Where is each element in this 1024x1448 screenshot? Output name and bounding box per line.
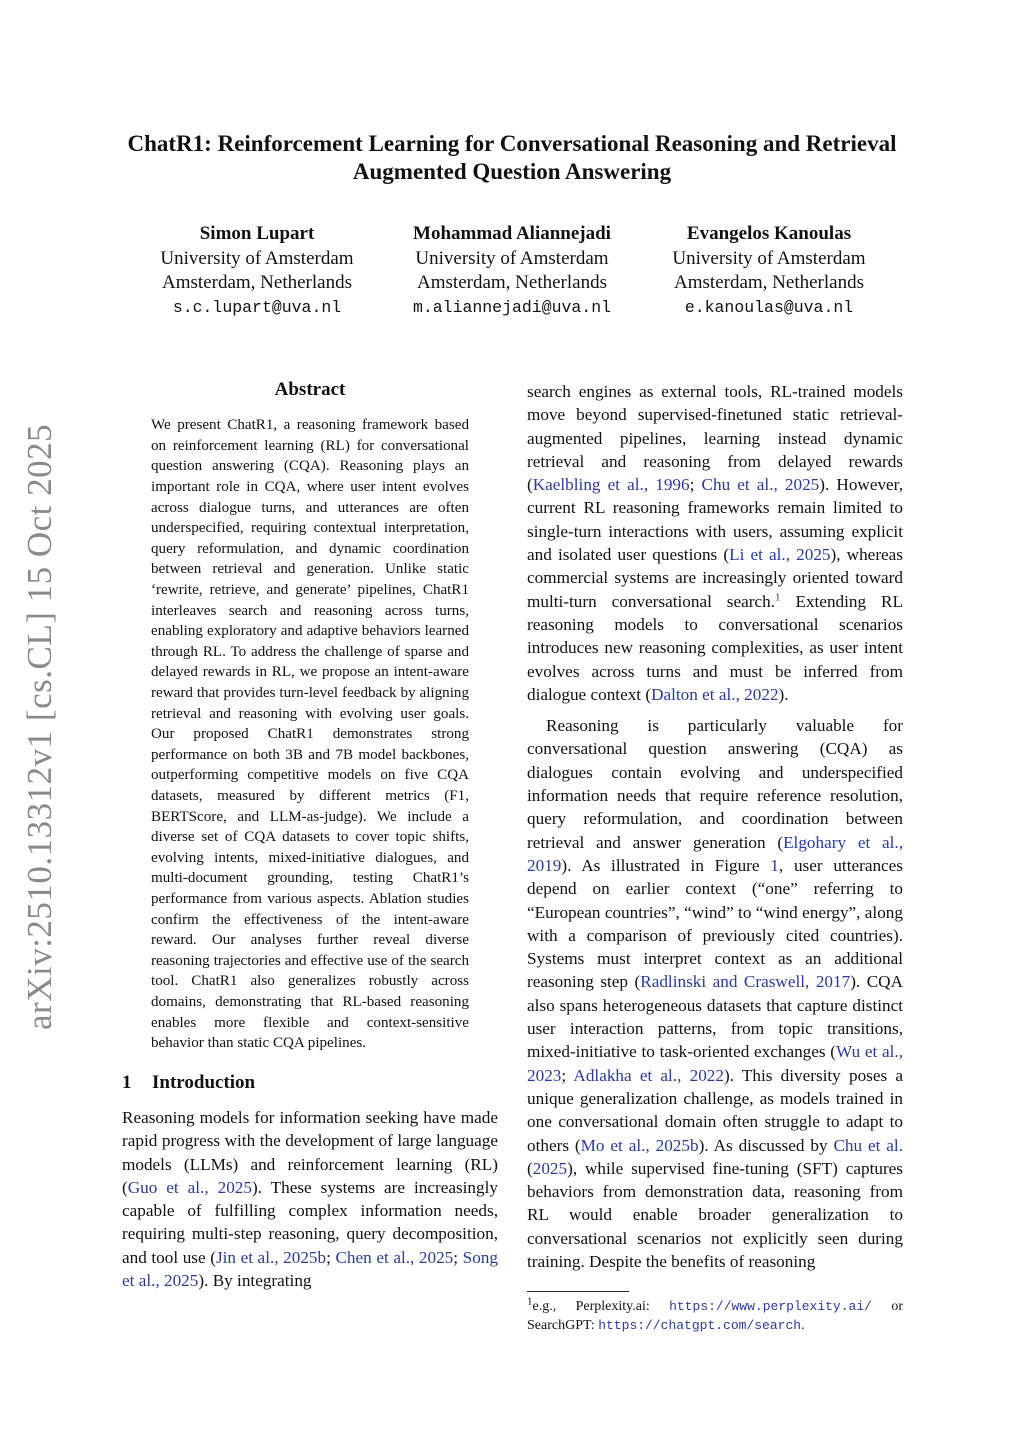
text-run: ;	[453, 1247, 463, 1267]
citation-link[interactable]: Adlakha et al., 2022	[573, 1065, 724, 1085]
author-affiliation: University of Amsterdam	[415, 247, 609, 269]
text-run: Extending RL reasoning models to conversational scenarios introduces new reasoning complexities, as user intent evolves across turns and must be inferred from dialogue context (	[527, 591, 903, 704]
author-1	[132, 222, 382, 320]
author-location: Amsterdam, Netherlands	[417, 272, 607, 293]
section-heading-introduction	[122, 1071, 498, 1094]
abstract-text: We present ChatR1, a reasoning framework based on reinforcement learning (RL) for conversational question answering (CQA). Reasoning plays an important role in CQA, where user intent evolves across dialogue turns, and utterances are often underspecified, requiring contextual interpretation, query reformulation, and dynamic coordination between retrieval and generation. Unlike static ‘rewrite, retrieve, and generate’ pipelines, ChatR1 interleaves search and reasoning across turns, enabling exploratory and adaptive behaviors learned through RL. To address the challenge of sparse and delayed rewards in RL, we propose an intent-aware reward that provides turn-level feedback by aligning retrieval and reasoning with evolving user goals. Our proposed ChatR1 demonstrates strong performance on both 3B and 7B model backbones, outperforming competitive models on five CQA datasets, measured by different metrics (F1, BERTScore, and LLM-as-judge). We include a diverse set of CQA datasets to cover topic shifts, evolving intents, mixed-initiative dialogues, and multi-document grounding, testing ChatR1’s performance from various aspects. Ablation studies confirm the effectiveness of the intent-aware reward. Our analyses further reveal diverse reasoning trajectories and effective use of the search tool. ChatR1 also generalizes robustly across domains, demonstrating that RL-based reasoning enables more flexible and context-sensitive behavior than static CQA pipelines.	[151, 417, 469, 1052]
right-column	[527, 380, 903, 1273]
footnote-suffix: .	[801, 1318, 805, 1333]
citation-link[interactable]: Chu et al.	[833, 1135, 903, 1155]
text-run: ). This diversity poses a unique generalization challenge, as models trained in one conversational domain often struggle to adapt to others (	[527, 1065, 903, 1155]
author-email[interactable]: s.c.lupart@uva.nl	[172, 297, 342, 317]
section-number: 1	[122, 1071, 132, 1093]
citation-link[interactable]: Guo et al., 2025	[127, 1177, 252, 1197]
citation-link[interactable]: Jin et al., 2025b	[215, 1247, 327, 1267]
text-run: ;	[689, 475, 702, 495]
text-run: ). By integrating	[198, 1271, 312, 1291]
text-run: ). As illustrated in Figure	[561, 855, 771, 875]
citation-link[interactable]: Radlinski and Craswell, 2017	[640, 972, 851, 992]
footnote-link-searchgpt[interactable]: https://chatgpt.com/search	[598, 1318, 802, 1333]
author-location: Amsterdam, Netherlands	[674, 272, 864, 293]
text-run: ). However, current RL reasoning frameworks remain limited to single-turn interactions with users, assuming explicit and isolated user questions (	[527, 475, 904, 565]
citation-link[interactable]: Mo et al., 2025b	[580, 1135, 699, 1155]
citation-link[interactable]: Li et al., 2025	[729, 545, 831, 565]
section-title: Introduction	[152, 1071, 256, 1093]
citation-link[interactable]: Song et al., 2025	[122, 1247, 498, 1291]
intro-paragraph-reasoning	[527, 714, 903, 1273]
text-run: ). CQA also spans heterogeneous datasets that capture distinct user interaction patterns, from topic transitions, mixed-initiative to task-oriented exchanges (	[527, 972, 904, 1062]
footnote-middle: or SearchGPT:	[527, 1299, 903, 1333]
footnote-link-perplexity[interactable]: https://www.perplexity.ai/	[669, 1299, 872, 1314]
author-affiliation: University of Amsterdam	[672, 247, 866, 269]
author-name: Mohammad Aliannejadi	[413, 223, 611, 244]
text-run: ).	[778, 684, 789, 704]
intro-paragraph	[122, 1106, 498, 1292]
author-3	[644, 222, 894, 320]
citation-link[interactable]: Chen et al., 2025	[335, 1247, 454, 1267]
text-run: Reasoning models for information seeking have made rapid progress with the development of large language models (LLMs) and reinforcement learning (RL) (	[122, 1108, 498, 1197]
abstract-heading: Abstract	[274, 379, 346, 400]
text-run: , user utterances depend on earlier context (“one” referring to “European countries”, “wind” to “wind energy”, along with a comparison of previously cited countries). Systems must interpret context as an additional reasoning step (	[527, 855, 903, 992]
intro-paragraph-continued	[527, 380, 903, 706]
text-run: Reasoning is particularly valuable for conversational question answering (CQA) as dialogues contain evolving and underspecified information needs that require reference resolution, query reformulation, and coordination between retrieval and answer generation (	[527, 716, 903, 852]
citation-link[interactable]: Kaelbling et al., 1996	[532, 475, 690, 495]
footnote-ref[interactable]: 1	[775, 590, 781, 603]
citation-link[interactable]: Elgohary et al., 2019	[527, 832, 903, 875]
text-run: (	[527, 1158, 533, 1178]
citation-link[interactable]: 2025	[532, 1158, 568, 1178]
citation-link[interactable]: 1	[770, 855, 779, 875]
citation-link[interactable]: Dalton et al., 2022	[651, 684, 779, 704]
text-run: ), whereas commercial systems are increasingly oriented toward multi-turn conversational search.	[527, 545, 903, 611]
author-name: Simon Lupart	[199, 223, 315, 244]
citation-link[interactable]: Chu et al., 2025	[701, 475, 820, 495]
author-email[interactable]: m.aliannejadi@uva.nl	[412, 297, 612, 317]
author-location: Amsterdam, Netherlands	[162, 272, 352, 293]
author-2	[387, 222, 637, 320]
text-run: ;	[561, 1065, 574, 1085]
footnote-marker: 1	[527, 1295, 533, 1308]
left-column	[122, 378, 498, 1292]
citation-link[interactable]: Wu et al., 2023	[527, 1042, 903, 1085]
footnote-prefix: e.g., Perplexity.ai:	[532, 1299, 670, 1314]
footnote-divider	[527, 1291, 629, 1292]
author-email[interactable]: e.kanoulas@uva.nl	[684, 297, 854, 317]
paper-title: ChatR1: Reinforcement Learning for Conversational Reasoning and Retrieval Augmented Question Answering	[127, 131, 897, 184]
footnote	[527, 1297, 903, 1335]
text-run: ). These systems are increasingly capable of fulfilling complex information needs, requiring multi-step reasoning, query decomposition, and tool use (	[122, 1177, 498, 1267]
author-name: Evangelos Kanoulas	[686, 223, 852, 244]
text-run: ). As discussed by	[698, 1135, 834, 1155]
arxiv-identifier: arXiv:2510.13312v1 [cs.CL] 15 Oct 2025	[20, 423, 59, 1030]
author-affiliation: University of Amsterdam	[160, 247, 354, 269]
text-run: ), while supervised fine-tuning (SFT) captures behaviors from demonstration data, reasoning from RL would enable broader generalization to conversational scenarios not explicitly seen during training. Despite the benefits of reasoning	[527, 1158, 903, 1271]
text-run: search engines as external tools, RL-trained models move beyond supervised-finetuned static retrieval-augmented pipelines, learning instead dynamic retrieval and reasoning from delayed rewards (	[527, 382, 903, 495]
text-run: ;	[326, 1247, 336, 1267]
